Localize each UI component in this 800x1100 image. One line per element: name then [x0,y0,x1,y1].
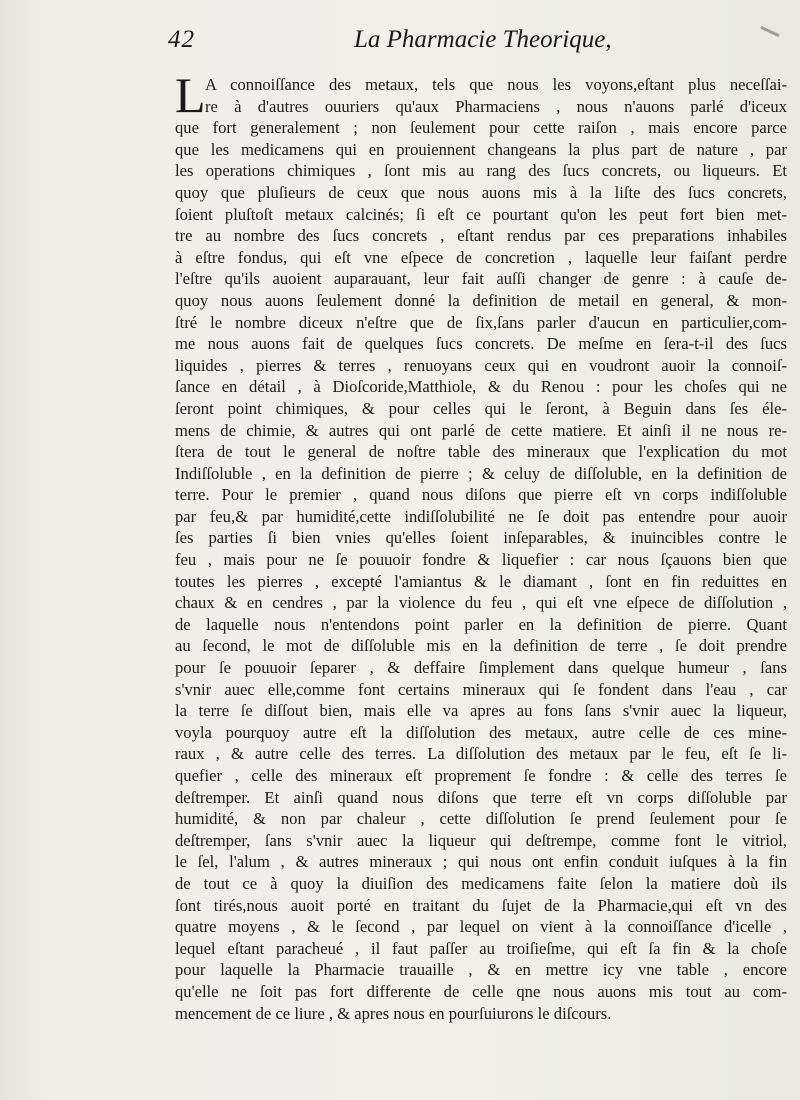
text-line: deſtremper, ſans s'vnir auec la liqueur qui deſtrempe, comme font le vitriol, [175,830,787,850]
text-line: que fort generalement ; non ſeulement pour cette raiſon , mais encore parce [175,118,787,138]
text-line: quoy nous auons ſeulement donné la definition de metail en general, & mon- [175,290,787,310]
text-line: toutes les pierres , excepté l'amiantus & le diamant , ſont en fin reduittes en [175,571,787,591]
text-line: A connoiſſance des metaux, tels que nous les voyons,eſtant plus neceſſai- [205,75,787,94]
text-line: mens de chimie, & autres qui ont parlé de cette matiere. Et ainſi il ne nous re- [175,420,787,440]
text-line: par feu,& par humidité,cette indiſſolubilité ne ſe doit pas entendre pour auoir [175,506,787,526]
text-line: ſance en détail , à Dioſcoride,Matthiole, & du Renou : pour les choſes qui ne [175,377,787,397]
text-line: quoy que pluſieurs de ceux que nous auons mis à la liſte des ſucs concrets, [175,182,787,202]
text-line: me nous auons fait de quelques ſucs concrets. De meſme en ſera-t-il des ſucs [175,334,787,354]
page-header [168,22,612,62]
text-line: humidité, & non par chaleur , cette diſſolution ſe prend ſeulement pour ſe [175,809,787,829]
body-text [175,74,787,1024]
text-line: raux , & autre celle des terres. La diſſolution des metaux par le feu, eſt ſe li- [175,744,787,764]
text-line: re à d'autres ouuriers qu'aux Pharmaciens , nous n'auons parlé d'iceux [205,96,787,116]
text-line: lequel eſtant paracheué , il faut paſſer au troiſieſme, qui eſt ſa fin & la choſe [175,938,787,958]
text-line: au ſecond, le mot de diſſoluble mis en la definition de terre , ſe doit prendre [175,636,787,656]
text-line: ſeront point chimiques, & pour celles qui le ſeront, à Beguin dans ſes éle- [175,398,787,418]
text-line: ſtera de tout le general de noſtre table des mineraux que l'explication du mot [175,442,787,462]
running-title: La Pharmacie Theorique, [354,26,612,53]
text-line: ſoient pluſtoſt metaux calcinés; ſi eſt ce pourtant qu'on les peut fort bien met- [175,204,787,224]
text-line: feu , mais pour ne ſe pouuoir fondre & liquefier : car nous ſçauons bien que [175,550,787,570]
text-line: pour ſe pouuoir ſeparer , & deffaire ſimplement dans quelque humeur , ſans [175,658,787,678]
text-line: chaux & en cendres , par la violence du feu , qui eſt vne eſpece de diſſolution , [175,593,787,613]
text-line: de laquelle nous n'entendons point parler en la definition de pierre. Quant [175,614,787,634]
text-line: terre. Pour le premier , quand nous diſons que pierre eſt vn corps indiſſoluble [175,485,787,505]
text-line: quatre moyens , & le ſecond , par lequel on vient à la connoiſſance d'icelle , [175,917,787,937]
text-line: qu'elle ne ſoit pas fort differente de celle qne nous auons mis tout au com- [175,981,787,1001]
text-line: tre au nombre des ſucs concrets , eſtant rendus par ces preparations inhabiles [175,226,787,246]
text-line: à eſtre fondus, qui eſt vne eſpece de concretion , laquelle leur faiſant perdre [175,247,787,267]
text-line: deſtremper. Et ainſi quand nous diſons que terre eſt vn corps diſſoluble par [175,787,787,807]
text-line: liquides , pierres & terres , renuoyans ceux qui en voudront auoir la connoiſ- [175,355,787,375]
text-line: Indiſſoluble , en la definition de pierre ; & celuy de diſſoluble, en la definition de [175,463,787,483]
text-line: s'vnir auec elle,comme font certains mineraux qui ſe fondent dans l'eau , car [175,679,787,699]
page-number: 42 [168,26,195,53]
text-line: voyla pourquoy autre eſt la diſſolution des metaux, autre celle de ces mine- [175,722,787,742]
text-line: le ſel, l'alum , & autres mineraux ; qui nous ont enfin conduit iuſques à la fin [175,852,787,872]
text-line: mencement de ce liure , & apres nous en pourſuiurons le diſcours. [175,1003,612,1023]
text-line: de tout ce à quoy la diuiſion des medicamens faite ſelon la matiere doù ils [175,873,787,893]
text-line: que les medicamens qui en prouiennent changeans la plus part de nature , par [175,139,787,159]
text-line: pour laquelle la Pharmacie trauaille , & en mettre icy vne table , encore [175,960,787,980]
text-line: les operations chimiques , ſont mis au rang des ſucs concrets, ou liqueurs. Et [175,161,787,181]
text-line: ſont tirés,nous auoit porté en traitant du ſujet de la Pharmacie,qui eſt vn des [175,895,787,915]
ink-smudge [760,26,779,37]
text-line: l'eſtre qu'ils auoient auparauant, leur fait auſſi changer de genre : à cauſe de- [175,269,787,289]
drop-cap: L [175,67,206,123]
text-line: la terre ſe diſſout bien, mais elle va apres au fons ſans s'vnir auec la liqueur, [175,701,787,721]
text-line: quefier , celle des mineraux eſt proprement ſe fondre : & celle des terres ſe [175,766,787,785]
text-line: ſtré le nombre diceux n'eſtre que de ſix,ſans parler d'aucun en particulier,com- [175,312,787,332]
text-line: ſes parties ſi bien vnies qu'elles ſoient inſeparables, & inuincibles contre le [175,528,787,548]
